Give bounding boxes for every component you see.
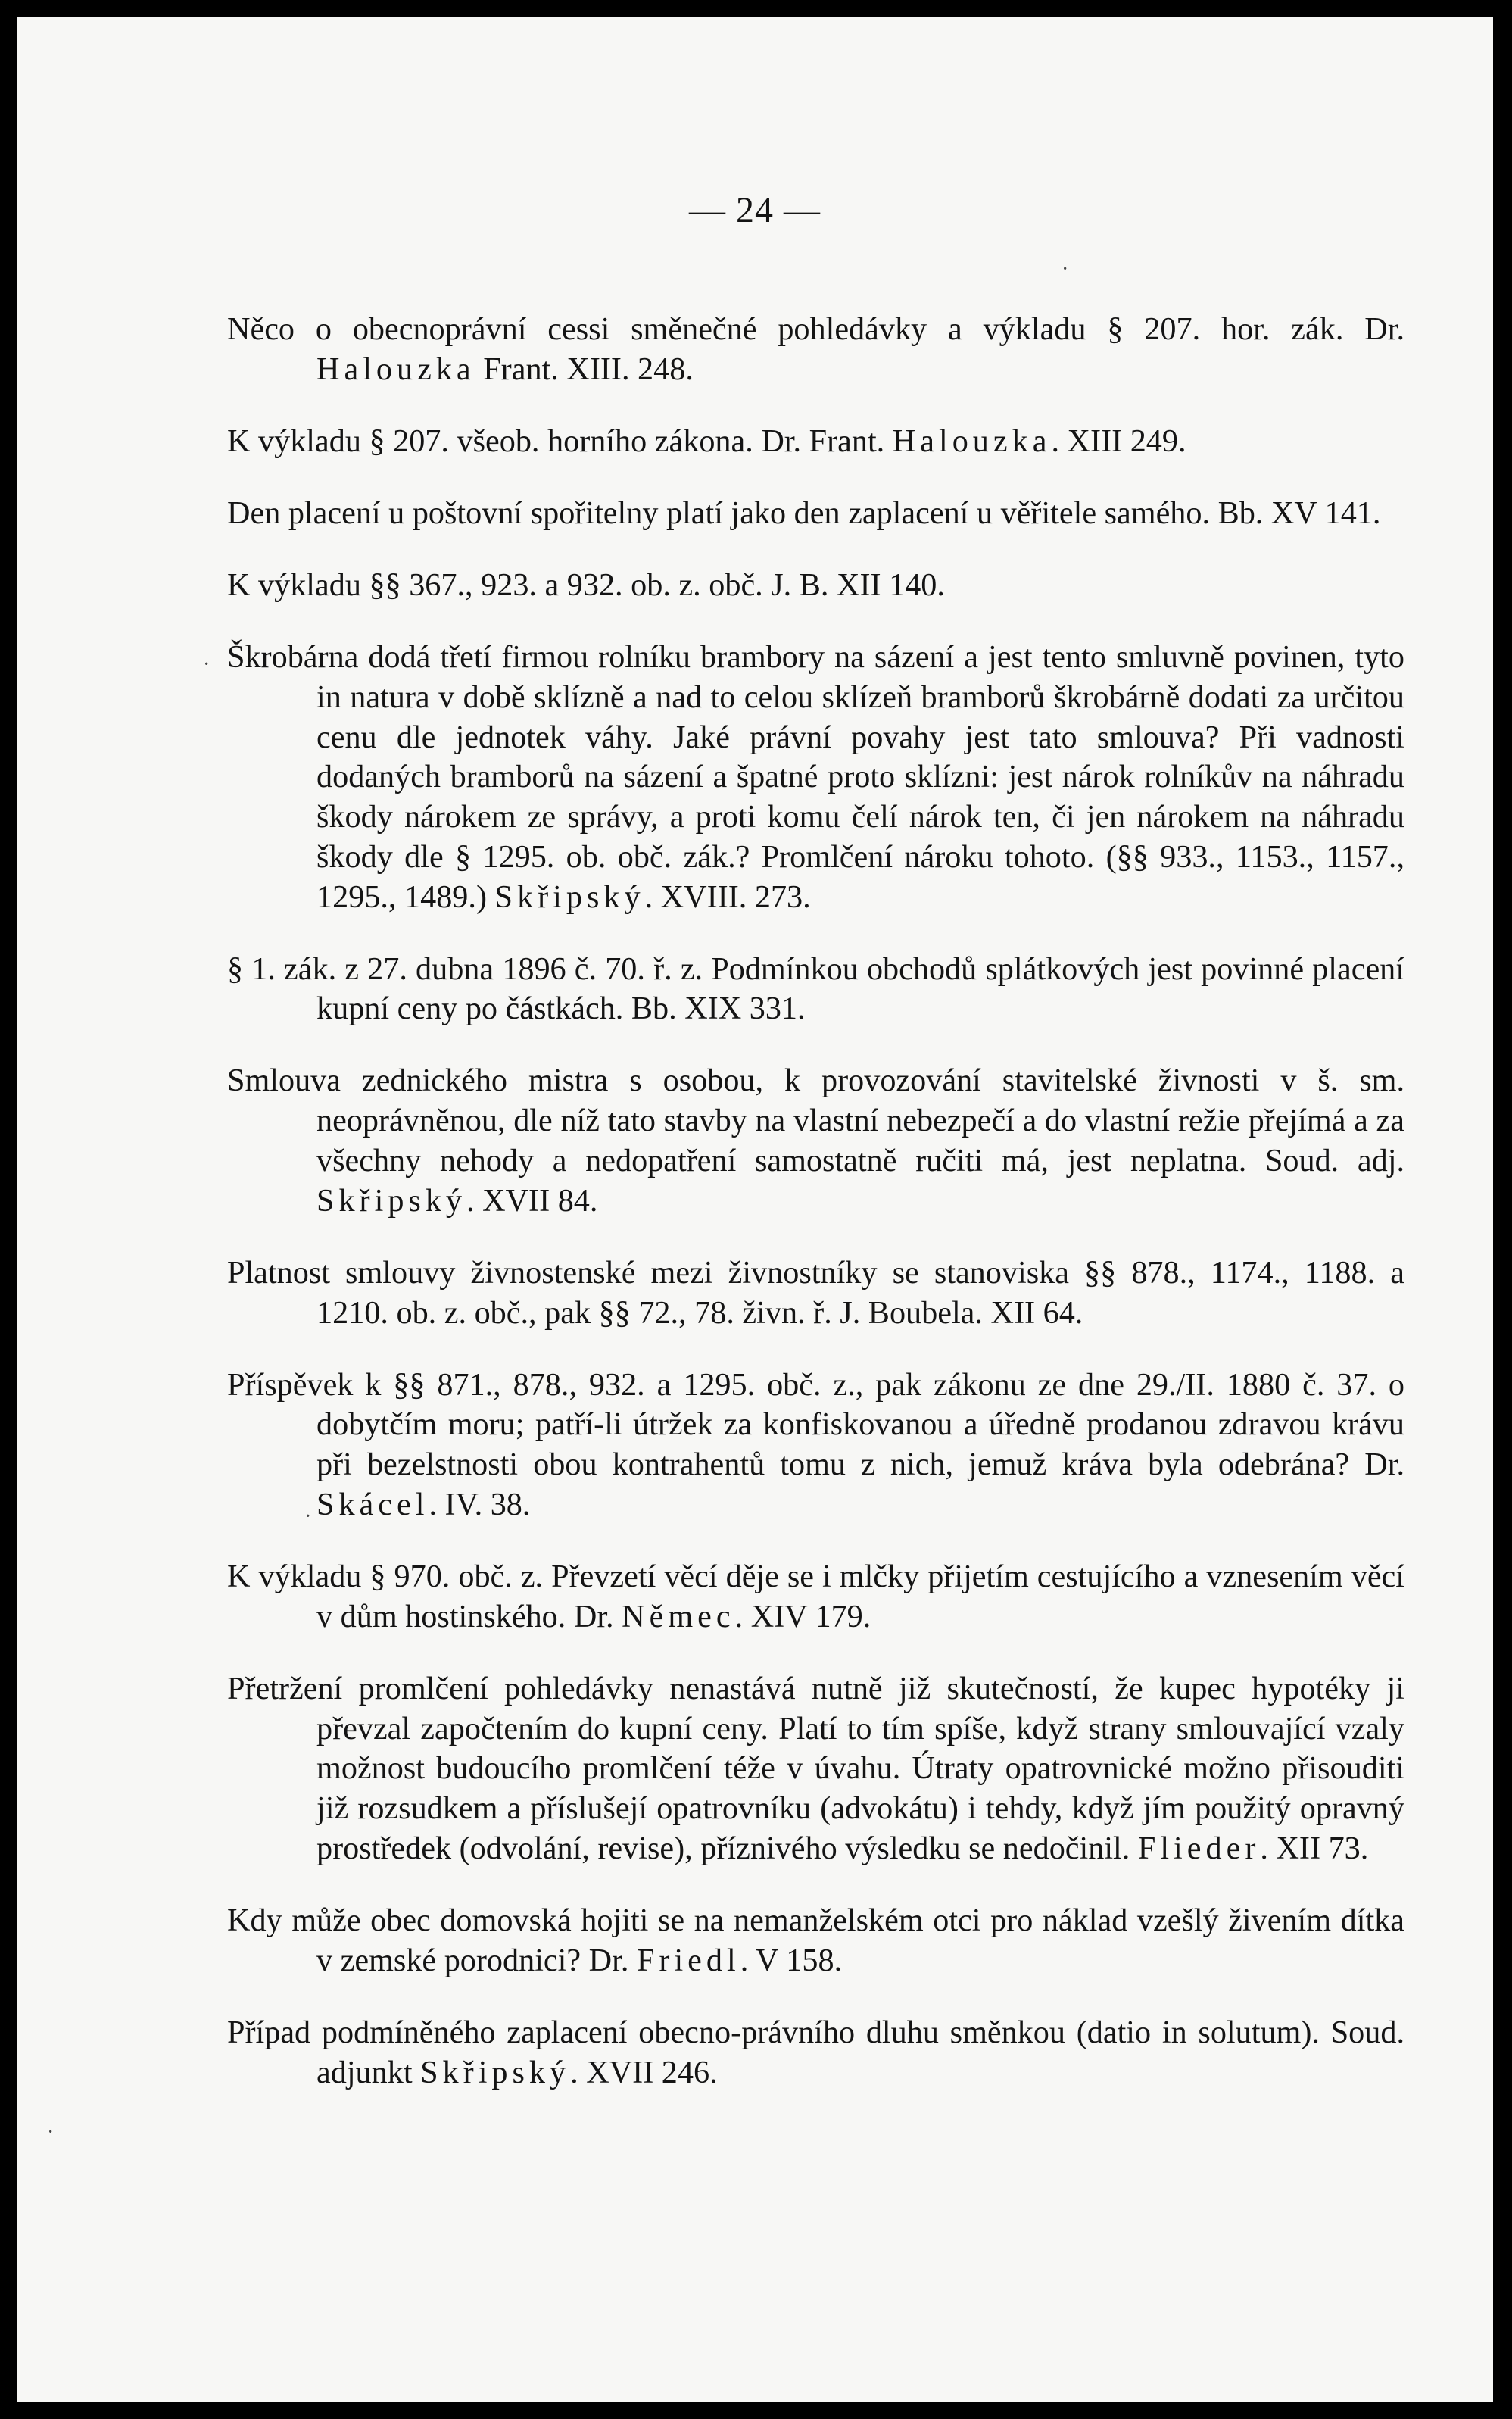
list-item: K výkladu § 207. všeob. horního zákona. Dr. Frant. Halouzka. XIII 249. xyxy=(227,423,1186,459)
list-item: Den placení u poštovní spořitelny platí jako den zaplacení u věřitele samého. Bb. XV 141. xyxy=(227,495,1381,531)
list-item: Kdy může obec domovská hojiti se na nemanželském otci pro náklad vzešlý živením dítka v zemské porodnici? Dr. Friedl. V 158. xyxy=(227,1902,1404,1978)
list-item: Přetržení promlčení pohledávky nenastává nutně již skutečností, že kupec hypotéky ji převzal započtením do kupní ceny. Platí to tím spíše, když strany smlouvající vzaly možnost budoucího promlčení téže v úvahu. Útraty opatrovnické možno přisouditi již rozsudkem a příslušejí opatrovníku (advokátu) i tehdy, když jím použitý opravný prostředek (odvolání, revise), příznivého výsledku se nedočinil. Flieder. XII 73. xyxy=(227,1670,1404,1866)
list-item: Příspěvek k §§ 871., 878., 932. a 1295. obč. z., pak zákonu ze dne 29./II. 1880 č. 37. o dobytčím moru; patří-li útržek za konfiskovanou a úředně prodanou zdravou krávu při bezelstnosti obou kontrahentů tomu z nich, jemuž kráva byla odebrána? Dr. Skácel. IV. 38. xyxy=(227,1366,1404,1523)
list-item: Něco o obecnoprávní cessi směnečné pohledávky a výkladu § 207. hor. zák. Dr. Halouzka Frant. XIII. 248. xyxy=(227,311,1404,387)
list-item: K výkladu §§ 367., 923. a 932. ob. z. obč. J. B. XII 140. xyxy=(227,567,945,603)
list-item: K výkladu § 970. obč. z. Převzetí věcí děje se i mlčky přijetím cestujícího a vznesením věcí v dům hostinského. Dr. Němec. XIV 179. xyxy=(227,1559,1404,1634)
list-item: Případ podmíněného zaplacení obecno-právního dluhu směnkou (datio in solutum). Soud. adjunkt Skřipský. XVII 246. xyxy=(227,2014,1404,2090)
entry-list xyxy=(227,278,1404,2094)
list-item: Škrobárna dodá třetí firmou rolníku brambory na sázení a jest tento smluvně povinen, tyto in natura v době sklízně a nad to celou sklízeň bramborů škrobárně dodati za určitou cenu dle jednotek váhy. Jaké právní povahy jest tato smlouva? Při vadnosti dodaných bramborů na sázení a špatné proto sklízni: jest nárok rolníkův na náhradu škody nárokem ze správy, a proti komu čelí nárok ten, či jen nárokem na náhradu škody dle § 1295. ob. obč. zák.? Promlčení nároku tohoto. (§§ 933., 1153., 1157., 1295., 1489.) Skřipský. XVIII. 273. xyxy=(227,638,1404,915)
document-page xyxy=(17,17,1493,2402)
speck-mark: · xyxy=(47,2121,55,2144)
list-item: Platnost smlouvy živnostenské mezi živnostníky se stanoviska §§ 878., 1174., 1188. a 1210. ob. z. obč., pak §§ 72., 78. živn. ř. J. Boubela. XII 64. xyxy=(227,1254,1404,1331)
speck-mark: · xyxy=(1062,258,1069,281)
list-item: § 1. zák. z 27. dubna 1896 č. 70. ř. z. Podmínkou obchodů splátkových jest povinné placení kupní ceny po částkách. Bb. XIX 331. xyxy=(227,950,1404,1027)
speck-mark: · xyxy=(304,1505,312,1528)
speck-mark: · xyxy=(203,653,210,676)
list-item: Smlouva zednického mistra s osobou, k provozování stavitelské živnosti v š. sm. neoprávněnou, dle níž tato stavby na vlastní nebezpečí a do vlastní režie přejímá a za všechny nehody a nedopatření samostatně ručiti má, jest neplatna. Soud. adj. Skřipský. XVII 84. xyxy=(227,1063,1404,1219)
page-number: — 24 — xyxy=(689,190,821,230)
